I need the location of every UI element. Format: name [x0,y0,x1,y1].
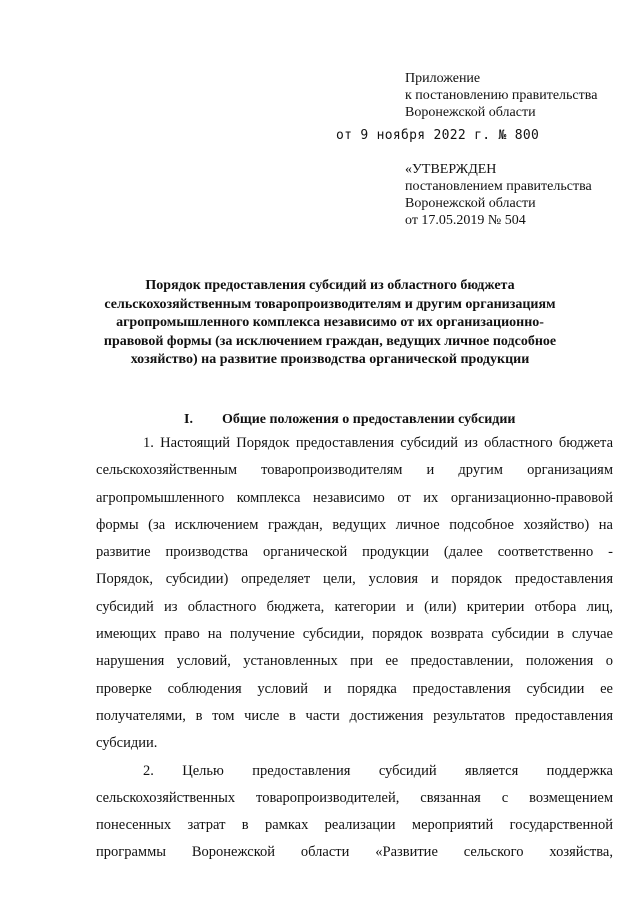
approved-line: Воронежской области [405,196,536,211]
paragraph-line: программы Воронежской области «Развитие сельского хозяйства, [96,844,613,861]
title-line: Порядок предоставления субсидий из областного бюджета [145,278,515,293]
paragraph-2 [96,758,613,867]
paragraph-line: 1. Настоящий Порядок предоставления субсидий из областного бюджета [143,435,613,451]
paragraph-line: сельскохозяйственным товаропроизводителям и другим организациям [96,462,613,479]
paragraph-line: Порядок, субсидии) определяет цели, условия и порядок предоставления [96,571,613,588]
paragraph-line: субсидии. [96,735,158,752]
paragraph-line: 2. Целью предоставления субсидий является поддержка [143,762,613,779]
document-title [100,277,560,370]
paragraph-line: нарушения условий, установленных при ее предоставлении, положения о [96,653,613,670]
section-heading [184,412,515,428]
approved-header [405,161,592,229]
approved-line: постановлением правительства [405,179,592,194]
annex-line: Воронежской области [405,105,536,120]
paragraph-line: проверке соблюдения условий и порядка предоставления субсидии ее [96,680,613,697]
paragraph-line: получателями, в том числе в части достижения результатов предоставления [96,707,613,724]
paragraph-line: агропромышленного комплекса независимо от их организационно-правовой [96,489,613,506]
paragraph-line: развитие производства органической продукции (далее соответственно - [96,544,613,561]
title-line: агропромышленного комплекса независимо от их организационно- [116,315,544,330]
paragraph-line: сельскохозяйственных товаропроизводителей, связанная с возмещением [96,789,613,806]
paragraph-line: понесенных затрат в рамках реализации мероприятий государственной [96,817,613,834]
annex-line: к постановлению правительства [405,88,598,103]
title-line: хозяйство) на развитие производства органической продукции [130,352,530,367]
approved-line: «УТВЕРЖДЕН [405,162,497,177]
decree-date-stamp: от 9 ноября 2022 г. № 800 [336,128,540,143]
paragraph-line: имеющих право на получение субсидии, порядок возврата субсидии в случае [96,626,613,643]
paragraph-line: формы (за исключением граждан, ведущих личное подсобное хозяйство) на [96,516,613,533]
title-line: сельскохозяйственным товаропроизводителям и другим организациям [104,296,556,312]
body-text [96,430,613,867]
approved-line: от 17.05.2019 № 504 [405,213,526,228]
title-line: правовой формы (за исключением граждан, ведущих личное подсобное [103,333,557,349]
section-title: Общие положения о предоставлении субсидии [222,412,516,427]
annex-line: Приложение [405,71,481,86]
annex-header [405,70,597,121]
paragraph-line: субсидий из областного бюджета, категории и (или) критерии отбора лиц, [96,598,613,615]
paragraph-1 [96,430,613,758]
section-number: I. [184,412,193,427]
